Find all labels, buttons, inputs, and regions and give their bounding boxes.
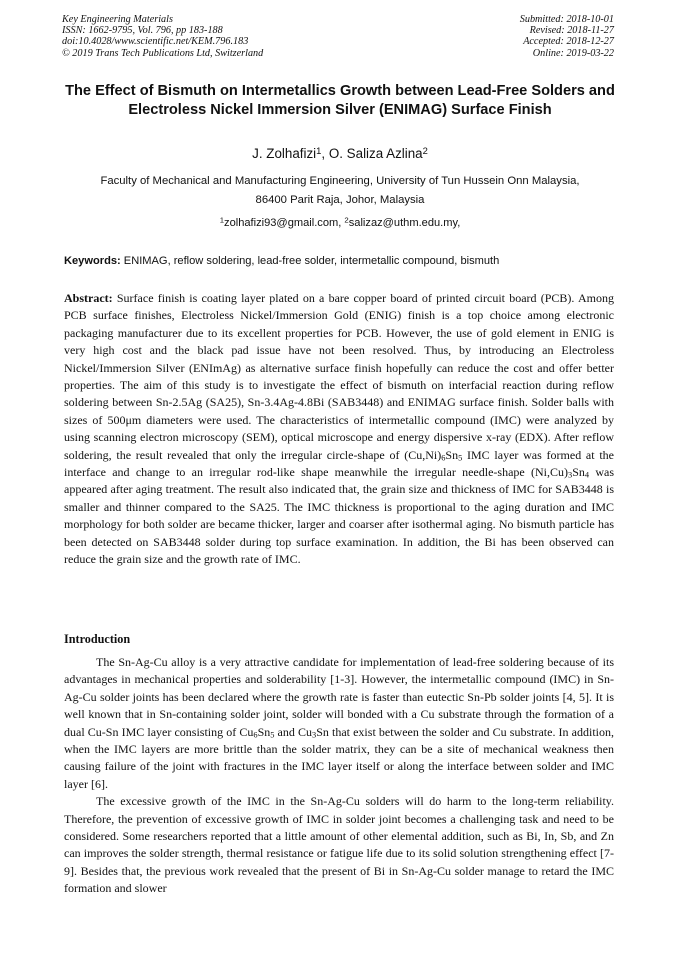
paragraph-text: Sn <box>257 724 271 739</box>
keywords-text: ENIMAG, reflow soldering, lead-free solder, intermetallic compound, bismuth <box>120 255 500 267</box>
online-date: Online: 2019-03-22 <box>532 47 614 59</box>
email-link[interactable]: zolhafizi93@gmail.com, <box>224 217 345 229</box>
subscript: 6 <box>253 730 258 740</box>
subscript: 5 <box>270 730 275 740</box>
affiliation <box>60 172 620 210</box>
journal-name: Key Engineering Materials <box>62 14 173 25</box>
paragraph-text: Sn that exist between the solder and Cu substrate. In addition, when the IMC layers are more brittle than the solder matrix, they can be a site of mechanical weakness then causing failure of the joint with fractures in the IMC layer itself or along the interface between solder and IMC layer [6]. <box>64 724 614 791</box>
doi-line[interactable]: doi:10.4028/www.scientific.net/KEM.796.183 <box>62 36 249 48</box>
author-emails <box>60 216 620 230</box>
affiliation-line: Faculty of Mechanical and Manufacturing Engineering, University of Tun Hussein Onn Malaysia, <box>100 175 580 187</box>
abstract-text: Surface finish is coating layer plated on a bare copper board of printed circuit board (PCB). Among PCB surface finishes, Electroless Nickel/Immersion Gold (ENIG) finish is a top choice among electronic packaging manufacturer due to its excellent properties for PCB. However, the use of gold element in ENIG is very high cost and the black pad issue have not been resolved. Thus, by introducing an Electroless Nickel/Immersion Silver (ENImAg) as alternative surface finish hopefully can reduce the cost and offer better properties. The aim of this study is to investigate the effect of bismuth on interfacial reaction during reflow soldering between Sn-2.5Ag (SA25), Sn-3.4Ag-4.8Bi (SAB3448) and ENIMAG surface finish. Solder balls with sizes of 500μm diameters were used. The characteristics of intermetallic compound (IMC) were analyzed by using scanning electron microscopy (SEM), optical microscope and energy dispersive x-ray (EDX). After reflow soldering, the result revealed that only the irregular circle-shape of (Cu,Ni) <box>64 291 614 462</box>
paragraph-text: The Sn-Ag-Cu alloy is a very attractive candidate for implementation of lead-free soldering because of its advantages in mechanical properties and solderability [1-3]. However, the intermetallic compound (IMC) in Sn-Ag-Cu solder joints has been declared where the growth rate is faster than eutectic Sn-Pb solder joints [4, 5]. It is well known that in Sn-containing solder joint, solder will bonded with a Cu substrate through the formation of a dual Cu-Sn IMC layer consisting of Cu <box>64 655 614 739</box>
paragraph-text: and Cu <box>274 724 313 739</box>
email-superscript: 2 <box>344 215 349 225</box>
submitted-date: Submitted: 2018-10-01 <box>519 14 614 25</box>
copyright-line: © 2019 Trans Tech Publications Ltd, Switzerland <box>62 47 264 59</box>
author-superscript: 1 <box>316 145 322 156</box>
abstract-text: Sn <box>572 465 585 480</box>
email-link[interactable]: salizaz@uthm.edu.my, <box>348 217 461 229</box>
author-superscript: 2 <box>422 145 428 156</box>
introduction-body <box>64 654 614 898</box>
accepted-date: Accepted: 2018-12-27 <box>523 36 614 48</box>
keywords <box>64 254 624 268</box>
subscript: 3 <box>568 470 573 480</box>
keywords-label: Keywords: <box>64 255 121 267</box>
revised-date: Revised: 2018-11-27 <box>529 25 614 37</box>
section-heading: Introduction <box>64 632 131 646</box>
subscript: 5 <box>458 453 463 463</box>
paper-title: The Effect of Bismuth on Intermetallics Growth between Lead-Free Solders and Electroless Nickel Immersion Silver (ENIMAG) Surface Finish <box>65 83 615 118</box>
subscript: 3 <box>312 730 317 740</box>
abstract-text: Sn <box>445 447 459 462</box>
subscript: 4 <box>584 470 590 480</box>
abstract-text: IMC layer was formed at the interface and change to an irregular rod-like shape meanwhile the irregular needle-shape (Ni,Cu) <box>64 447 614 480</box>
paragraph: The excessive growth of the IMC in the Sn-Ag-Cu solders will do harm to the long-term reliability. Therefore, the prevention of excessive growth of IMC in solder joint becomes a challenging task and need to be considered. Some researchers reported that a little amount of other elemental addition, such as Bi, In, Sb, and Zn can improves the solder strength, thermal resistance or fatigue life due to its solid solution strengthening effect [7-9]. Besides that, the previous work revealed that the present of Bi in Sn-Ag-Cu solder manage to retard the IMC formation and slower <box>64 794 614 896</box>
subscript: 6 <box>441 453 446 463</box>
email-superscript: 1 <box>219 215 225 225</box>
paragraph <box>64 654 614 793</box>
abstract-label: Abstract: <box>64 291 113 305</box>
publication-dates <box>520 14 614 59</box>
abstract-text: was appeared after aging treatment. The result also indicated that, the grain size and thickness of IMC for SAB3448 is smaller and thinner compared to the SA25. The IMC thickness is proportional to the aging duration and IMC morphology for both solder are became thicker, larger and coarser after isothermal aging. No bismuth particle has been detected on SAB3448 solder during top surface examination. In addition, the Bi has been observed can reduce the grain size and the growth rate of IMC. <box>64 465 614 567</box>
abstract <box>64 290 614 569</box>
author-name: J. Zolhafizi <box>252 146 317 161</box>
author-name: O. Saliza Azlina <box>328 146 423 161</box>
author-separator: , <box>321 146 329 161</box>
affiliation-line: 86400 Parit Raja, Johor, Malaysia <box>255 194 425 206</box>
journal-info <box>62 14 263 59</box>
issn-line: ISSN: 1662-9795, Vol. 796, pp 183-188 <box>62 25 223 37</box>
author-list <box>60 145 620 163</box>
